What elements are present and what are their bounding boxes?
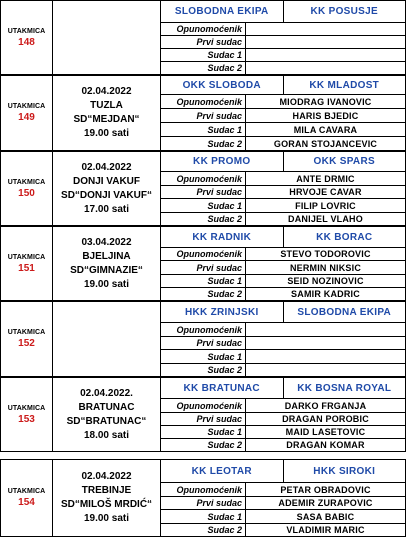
match-block [0, 301, 406, 377]
role-label: Opunomoćenik [176, 324, 242, 335]
match-id-cell [0, 226, 52, 301]
home-team: KK PROMO [193, 156, 251, 167]
match-time: 19.00 sati [83, 128, 130, 139]
match-info-cell [52, 151, 160, 226]
role-label: Opunomoćenik [176, 96, 242, 107]
match-venue: SD“MILOŠ MRDIĆ“ [60, 499, 153, 510]
official-row [160, 413, 406, 426]
role-label: Prvi sudac [196, 498, 242, 508]
match-number: 150 [18, 187, 35, 199]
match-label: UTAKMICA [7, 27, 46, 35]
match-number: 153 [18, 413, 35, 425]
official-row [160, 439, 406, 452]
official-row [160, 172, 406, 186]
match-time: 19.00 sati [83, 513, 130, 524]
role-label: Sudac 2 [207, 138, 242, 149]
official-row [160, 213, 406, 226]
official-name [245, 49, 405, 61]
official-name: MAID LASETOVIC [245, 426, 405, 438]
teams-row [160, 151, 406, 172]
role-label: Sudac 2 [207, 365, 242, 375]
match-id-cell [0, 459, 52, 537]
match-label: UTAKMICA [7, 103, 46, 110]
away-team: KK POSUSJE [283, 1, 406, 22]
official-row [160, 524, 406, 537]
role-label: Opunomoćenik [176, 400, 242, 411]
official-row [160, 323, 406, 337]
official-row [160, 399, 406, 413]
away-team: KK MLADOST [283, 76, 406, 94]
role-label: Prvi sudac [196, 262, 242, 273]
match-info-cell [52, 0, 160, 75]
match-label: UTAKMICA [7, 178, 46, 186]
role-label: Sudac 2 [207, 214, 242, 224]
official-name: HRVOJE CAVAR [245, 186, 405, 198]
official-name: FILIP LOVRIC [245, 199, 405, 212]
official-name [245, 36, 405, 48]
match-id-cell [0, 0, 52, 75]
match-city: DONJI VAKUF [72, 175, 141, 187]
role-label: Sudac 2 [207, 63, 242, 73]
match-venue: SD“BRATUNAC“ [66, 415, 147, 427]
role-label: Opunomoćenik [176, 249, 242, 259]
away-team: KK BOSNA ROYAL [283, 378, 406, 398]
match-city: TUZLA [90, 100, 123, 111]
official-row [160, 186, 406, 199]
official-name: NERMIN NIKSIC [245, 261, 405, 274]
official-name [245, 23, 405, 35]
official-row [160, 483, 406, 497]
official-name: DARKO FRGANJA [245, 399, 405, 412]
home-team: OKK SLOBODA [182, 79, 261, 91]
official-row [160, 23, 406, 36]
official-row [160, 350, 406, 364]
match-info-cell [52, 377, 160, 452]
home-team: KK RADNIK [192, 231, 252, 243]
match-city: TREBINJE [81, 485, 132, 496]
teams-row [160, 226, 406, 248]
official-row [160, 123, 406, 137]
role-label: Prvi sudac [196, 414, 242, 424]
role-label: Opunomoćenik [176, 173, 242, 184]
official-name [245, 323, 405, 336]
match-date: 03.04.2022 [81, 236, 132, 248]
official-name: MIODRAG IVANOVIC [245, 95, 405, 108]
official-name: ADEMIR ZURAPOVIC [245, 497, 405, 509]
official-row [160, 288, 406, 301]
home-team: SLOBODNA EKIPA [174, 6, 269, 17]
match-id-cell [0, 301, 52, 377]
match-id-cell [0, 377, 52, 452]
teams-row [160, 377, 406, 399]
official-row [160, 95, 406, 109]
match-id-cell [0, 151, 52, 226]
official-row [160, 62, 406, 75]
official-row [160, 36, 406, 49]
match-label: UTAKMICA [7, 329, 46, 336]
match-city: BJELJINA [82, 250, 131, 262]
match-block [0, 0, 406, 75]
official-name: DRAGAN KOMAR [245, 439, 405, 451]
official-name: PETAR OBRADOVIC [245, 483, 405, 496]
role-label: Opunomoćenik [176, 484, 242, 495]
home-team: KK BRATUNAC [183, 382, 260, 394]
role-label: Opunomoćenik [176, 24, 242, 34]
official-name: MILA CAVARA [245, 123, 405, 136]
role-label: Prvi sudac [196, 110, 242, 121]
match-label: UTAKMICA [7, 404, 46, 412]
match-date: 02.04.2022 [81, 161, 132, 173]
official-name [245, 337, 405, 349]
match-city: BRATUNAC [78, 401, 135, 413]
match-info-cell [52, 226, 160, 301]
official-name: HARIS BJEDIC [245, 109, 405, 122]
match-number: 149 [18, 112, 35, 123]
official-name: ANTE DRMIC [245, 172, 405, 185]
match-number: 151 [18, 262, 35, 274]
match-date: 02.04.2022 [81, 86, 132, 97]
teams-row [160, 0, 406, 23]
official-name: DANIJEL VLAHO [245, 213, 405, 225]
match-venue: SD“MEJDAN“ [73, 114, 140, 125]
official-name [245, 364, 405, 376]
away-team: SLOBODNA EKIPA [283, 302, 406, 322]
away-team: HKK SIROKI [283, 460, 406, 482]
official-name [245, 350, 405, 363]
match-number: 148 [18, 36, 35, 48]
official-row [160, 49, 406, 62]
role-label: Sudac 1 [207, 351, 242, 362]
match-number: 152 [18, 338, 35, 349]
official-name: SEID NOZINOVIC [245, 275, 405, 287]
role-label: Prvi sudac [196, 37, 242, 47]
teams-row [160, 75, 406, 95]
role-label: Sudac 2 [207, 525, 242, 535]
match-id-cell [0, 75, 52, 151]
match-info-cell [52, 75, 160, 151]
match-info-cell [52, 301, 160, 377]
official-row [160, 261, 406, 275]
official-row [160, 364, 406, 377]
official-name: GORAN STOJANCEVIC [245, 137, 405, 150]
away-team: KK BORAC [283, 227, 406, 247]
match-date: 02.04.2022. [80, 387, 133, 399]
official-name: STEVO TODOROVIC [245, 248, 405, 260]
role-label: Sudac 1 [207, 200, 242, 211]
match-info-cell [52, 459, 160, 537]
official-row [160, 497, 406, 510]
match-number: 154 [18, 497, 35, 508]
match-label: UTAKMICA [7, 253, 46, 261]
official-name [245, 62, 405, 74]
role-label: Sudac 2 [207, 289, 242, 299]
official-row [160, 275, 406, 288]
official-row [160, 248, 406, 261]
teams-row [160, 301, 406, 323]
role-label: Sudac 1 [207, 124, 242, 135]
official-name: SAMIR KADRIC [245, 288, 405, 300]
home-team: HKK ZRINJSKI [184, 306, 259, 318]
official-row [160, 337, 406, 350]
match-block [0, 459, 406, 537]
match-time: 17.00 sati [83, 203, 130, 215]
match-time: 18.00 sati [83, 429, 130, 441]
role-label: Sudac 1 [207, 511, 242, 522]
official-row [160, 426, 406, 439]
role-label: Sudac 2 [207, 440, 242, 450]
match-block [0, 226, 406, 301]
official-name: VLADIMIR MARIC [245, 524, 405, 536]
match-label: UTAKMICA [7, 488, 46, 495]
match-time: 19.00 sati [83, 278, 130, 290]
role-label: Sudac 1 [207, 427, 242, 437]
away-team: OKK SPARS [283, 152, 406, 171]
match-venue: SD“GIMNAZIE“ [70, 264, 143, 276]
official-row [160, 109, 406, 123]
teams-row [160, 459, 406, 483]
role-label: Prvi sudac [196, 187, 242, 197]
official-row [160, 510, 406, 524]
role-label: Sudac 1 [207, 276, 242, 286]
role-label: Sudac 1 [207, 50, 242, 60]
role-label: Prvi sudac [196, 338, 242, 348]
official-name: SASA BABIC [245, 510, 405, 523]
match-date: 02.04.2022 [81, 471, 132, 482]
official-row [160, 199, 406, 213]
official-row [160, 137, 406, 151]
home-team: KK LEOTAR [191, 465, 252, 477]
match-block [0, 377, 406, 452]
official-name: DRAGAN POROBIC [245, 413, 405, 425]
match-block [0, 151, 406, 226]
match-block [0, 75, 406, 151]
match-venue: SD“DONJI VAKUF“ [61, 189, 152, 201]
